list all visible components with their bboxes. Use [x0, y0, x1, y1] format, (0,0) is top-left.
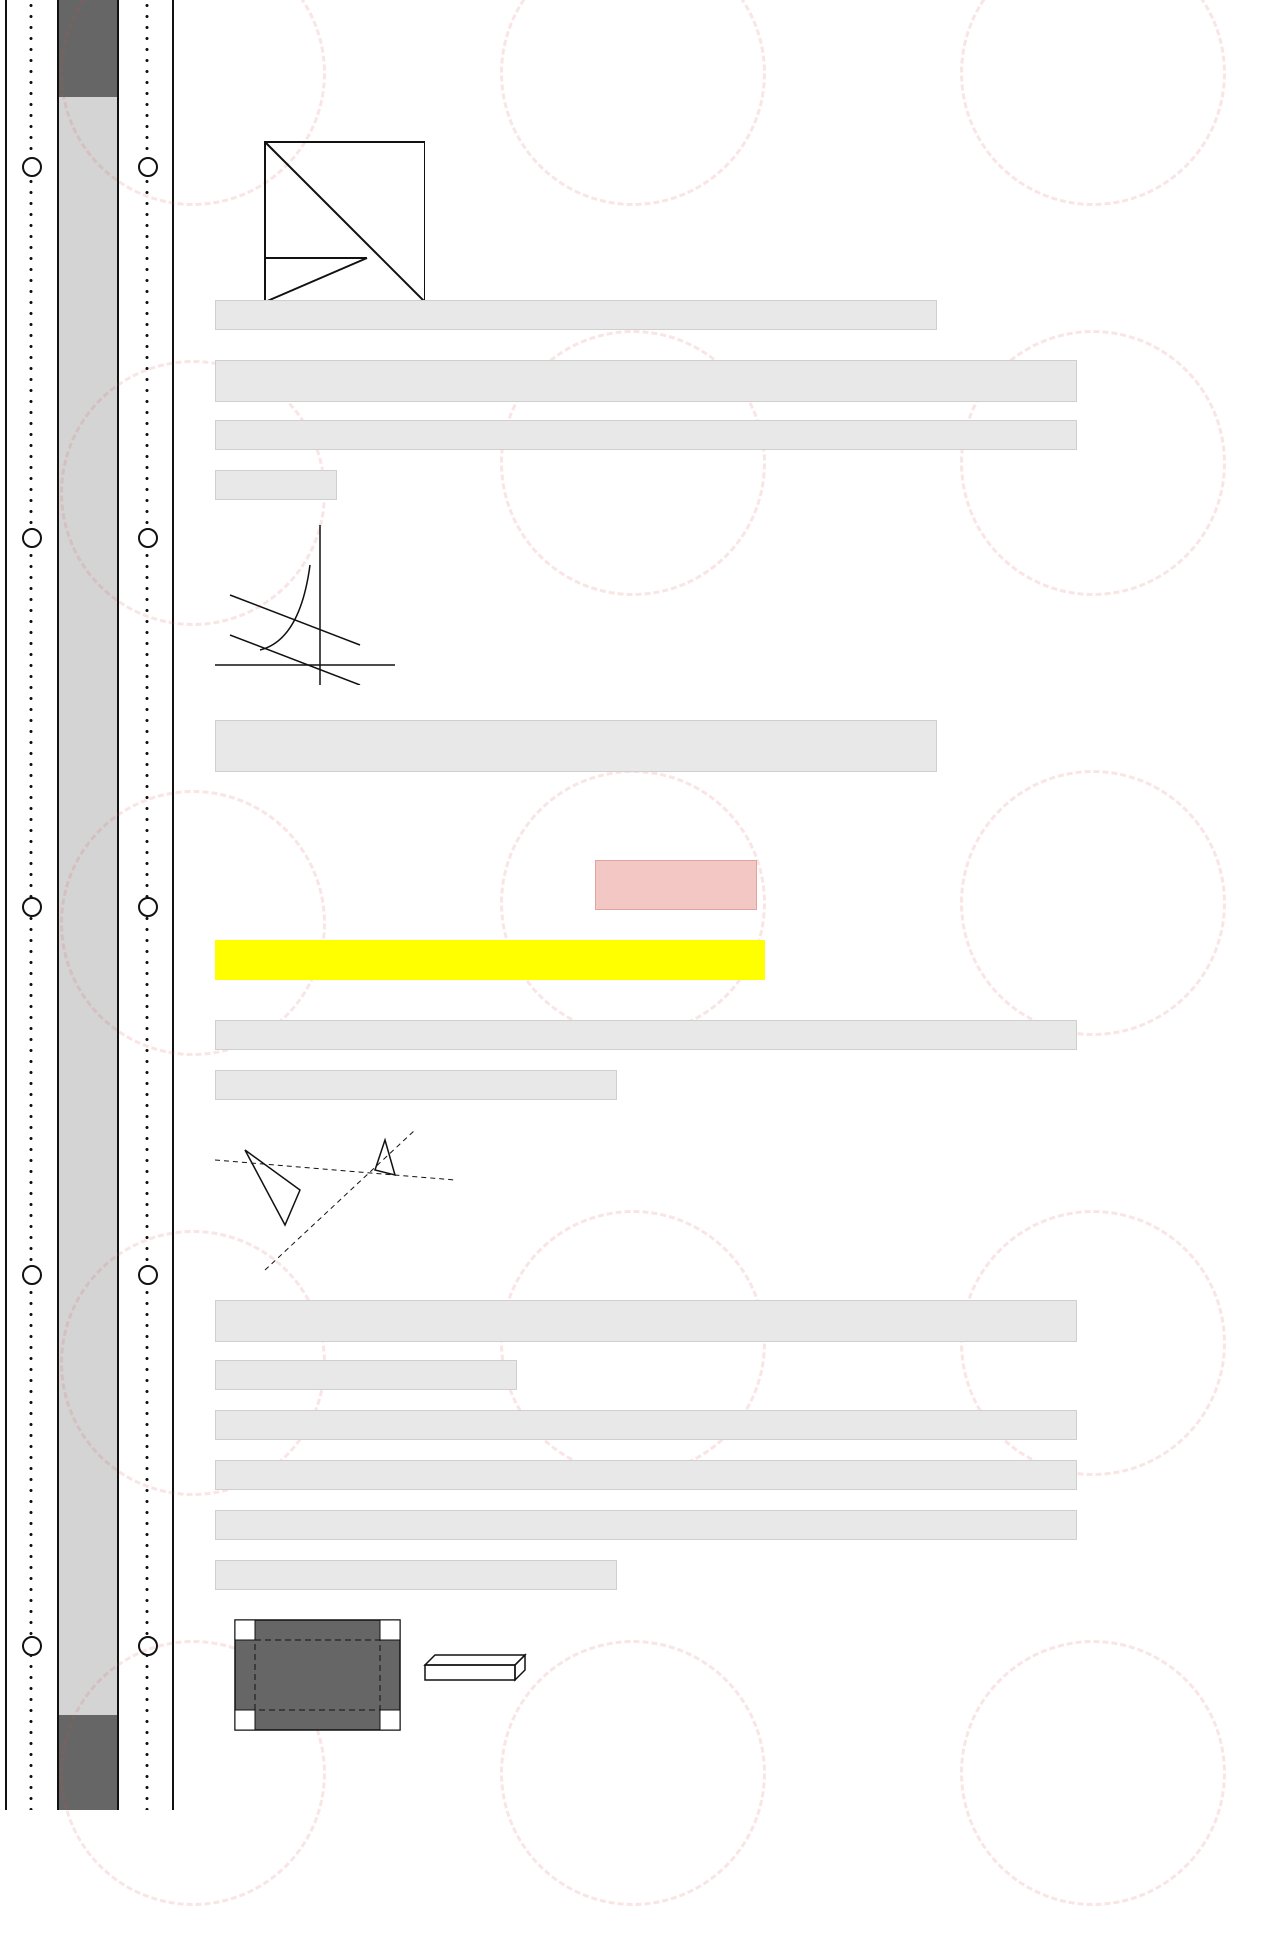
question-text-placeholder — [215, 420, 1077, 450]
question-text-placeholder — [215, 470, 337, 500]
answer-options-placeholder — [215, 720, 937, 772]
question-text-placeholder — [215, 1360, 517, 1390]
cardboard-figure — [215, 1610, 545, 1760]
binding-rule-outer — [5, 0, 7, 1810]
question-text-placeholder — [215, 1560, 617, 1590]
watermark-stamp — [448, 278, 818, 648]
watermark-stamp — [908, 0, 1278, 258]
watermark-stamp — [908, 1588, 1278, 1958]
question-text-placeholder — [215, 1410, 1077, 1440]
binding-hole-icon — [22, 157, 42, 177]
binding-hole-icon — [22, 897, 42, 917]
question-text-placeholder — [215, 1020, 1077, 1050]
binding-hole-icon — [22, 528, 42, 548]
watermark-stamp — [908, 278, 1278, 648]
question-text-placeholder — [215, 1510, 1077, 1540]
section-title-placeholder — [595, 860, 757, 910]
binding-hole-icon — [22, 1636, 42, 1656]
homothety-figure — [215, 1130, 455, 1280]
binding-rule — [57, 0, 59, 1810]
question-text-placeholder — [215, 1070, 617, 1100]
watermark-stamp — [448, 0, 818, 258]
section-heading-highlight — [215, 940, 765, 980]
question-text-placeholder — [215, 1460, 1077, 1490]
answer-options-placeholder — [215, 300, 937, 330]
hyperbola-figure — [215, 525, 415, 685]
question-text-placeholder — [215, 360, 1077, 402]
binding-hole-icon — [22, 1265, 42, 1285]
question-text-placeholder — [215, 1300, 1077, 1342]
